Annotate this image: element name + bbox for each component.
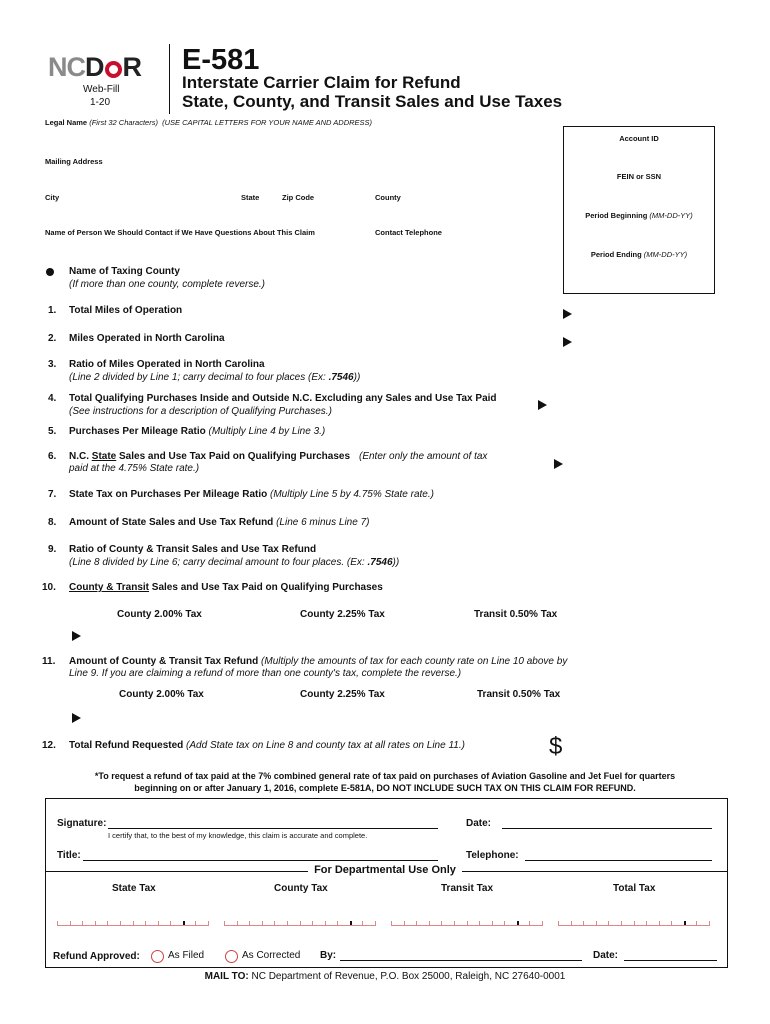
date2-input[interactable] bbox=[624, 960, 717, 961]
as-filed-radio[interactable] bbox=[151, 950, 164, 963]
comb-tick bbox=[621, 921, 622, 925]
title-label: Title: bbox=[57, 850, 81, 861]
comb-tick bbox=[529, 921, 530, 925]
line11-arrow-icon bbox=[72, 713, 81, 723]
dept-use-heading: For Departmental Use Only bbox=[0, 864, 770, 876]
comb-tick bbox=[107, 921, 108, 925]
ncdor-logo bbox=[48, 52, 141, 83]
line9-note bbox=[69, 557, 399, 568]
line2-number: 2. bbox=[48, 333, 57, 344]
contact-name-label: Name of Person We Should Contact if We Have Questions About This Claim bbox=[45, 228, 315, 237]
line11-note1: (Multiply the amounts of tax for each county rate on Line 10 above by bbox=[261, 656, 568, 667]
line4-number: 4. bbox=[48, 393, 57, 404]
county-tax-field[interactable] bbox=[224, 919, 376, 926]
legal-name-note: (First 32 Characters) bbox=[89, 118, 158, 127]
period-beginning-format: (MM-DD-YY) bbox=[649, 211, 693, 220]
date-input[interactable] bbox=[502, 828, 712, 829]
line6-arrow-icon bbox=[554, 459, 563, 469]
line3-note bbox=[69, 372, 360, 383]
comb-tick bbox=[671, 921, 672, 925]
signature-label: Signature: bbox=[57, 818, 107, 829]
comb-tick bbox=[274, 921, 275, 925]
line3-label: Ratio of Miles Operated in North Carolina bbox=[69, 359, 265, 370]
comb-tick bbox=[634, 921, 635, 925]
comb-tick bbox=[57, 921, 58, 925]
legal-name-label bbox=[45, 118, 372, 127]
comb-tick bbox=[404, 921, 405, 925]
line6-note2: paid at the 4.75% State rate.) bbox=[69, 463, 200, 474]
comb-tick bbox=[208, 921, 209, 925]
period-beginning-text: Period Beginning bbox=[585, 211, 648, 220]
by-input[interactable] bbox=[340, 960, 582, 961]
certify-statement: I certify that, to the best of my knowledge, this claim is accurate and complete. bbox=[108, 831, 368, 840]
line11-number: 11. bbox=[42, 656, 56, 667]
period-ending-format: (MM-DD-YY) bbox=[643, 250, 688, 259]
line3-note-example: .7546 bbox=[328, 372, 354, 383]
comb-tick bbox=[95, 921, 96, 925]
state-tax-field[interactable] bbox=[57, 919, 209, 926]
as-corrected-radio[interactable] bbox=[225, 950, 238, 963]
telephone-label: Telephone: bbox=[466, 850, 519, 861]
line11-col-county200: County 2.00% Tax bbox=[119, 689, 204, 700]
comb-tick bbox=[170, 921, 171, 925]
comb-tick bbox=[120, 921, 121, 925]
comb-tick bbox=[195, 921, 196, 925]
comb-tick bbox=[684, 921, 686, 925]
comb-tick bbox=[350, 921, 352, 925]
logo-nc-text: NC bbox=[48, 52, 85, 82]
comb-tick bbox=[262, 921, 263, 925]
taxing-county-note: (If more than one county, complete reverse.) bbox=[69, 279, 266, 290]
line11-col-transit: Transit 0.50% Tax bbox=[477, 689, 561, 700]
line4-note: (See instructions for a description of Qualifying Purchases.) bbox=[69, 406, 332, 417]
comb-tick bbox=[504, 921, 505, 925]
county-label: County bbox=[375, 193, 401, 202]
date-label: Date: bbox=[466, 818, 492, 829]
as-filed-label: As Filed bbox=[168, 950, 205, 961]
comb-tick bbox=[287, 921, 288, 925]
comb-tick bbox=[479, 921, 480, 925]
mail-to-address: NC Department of Revenue, P.O. Box 25000, Raleigh, NC 27640-0001 bbox=[251, 971, 566, 982]
comb-tick bbox=[145, 921, 146, 925]
comb-tick bbox=[183, 921, 185, 925]
line3-note-text: (Line 2 divided by Line 1; carry decimal to four places (Ex: bbox=[69, 372, 329, 383]
city-label: City bbox=[45, 193, 60, 202]
line7-number: 7. bbox=[48, 489, 57, 500]
title-input[interactable] bbox=[83, 860, 438, 861]
line3-note-close: )) bbox=[353, 372, 361, 383]
line8-text: Amount of State Sales and Use Tax Refund bbox=[69, 517, 274, 528]
comb-tick bbox=[492, 921, 493, 925]
id-box bbox=[563, 126, 715, 294]
line6-label bbox=[69, 451, 350, 462]
line9-note-text: (Line 8 divided by Line 6; carry decimal amount to four places. (Ex: bbox=[69, 557, 368, 568]
line4-arrow-icon bbox=[538, 400, 547, 410]
zip-label: Zip Code bbox=[282, 193, 315, 202]
line5-note: (Multiply Line 4 by Line 3.) bbox=[208, 426, 326, 437]
line9-label: Ratio of County & Transit Sales and Use Tax Refund bbox=[69, 544, 317, 555]
comb-tick bbox=[237, 921, 238, 925]
line7-label bbox=[69, 489, 434, 500]
line6-text-state: State bbox=[91, 451, 117, 462]
comb-tick bbox=[608, 921, 609, 925]
transit-tax-field[interactable] bbox=[391, 919, 543, 926]
logo-o-mark bbox=[105, 61, 122, 78]
comb-tick bbox=[542, 921, 543, 925]
signature-input[interactable] bbox=[108, 828, 438, 829]
line9-number: 9. bbox=[48, 544, 57, 555]
refund-approved-label: Refund Approved: bbox=[53, 951, 140, 962]
comb-tick bbox=[312, 921, 313, 925]
line10-arrow-icon bbox=[72, 631, 81, 641]
comb-tick bbox=[454, 921, 455, 925]
footnote-line1: *To request a refund of tax paid at the 7% combined general rate of tax paid on purchases of Aviation Gasoline and Jet Fuel for quarters bbox=[94, 771, 676, 781]
line6-number: 6. bbox=[48, 451, 57, 462]
line1-label: Total Miles of Operation bbox=[69, 305, 183, 316]
line12-note: (Add State tax on Line 8 and county tax at all rates on Line 11.) bbox=[186, 740, 465, 751]
dollar-sign: $ bbox=[549, 733, 563, 760]
comb-tick bbox=[133, 921, 134, 925]
contact-phone-label: Contact Telephone bbox=[375, 228, 442, 237]
form-title-line1: Interstate Carrier Claim for Refund bbox=[182, 73, 461, 92]
comb-tick bbox=[583, 921, 584, 925]
comb-tick bbox=[441, 921, 442, 925]
dept-county-tax: County Tax bbox=[274, 883, 328, 894]
comb-tick bbox=[646, 921, 647, 925]
webfill-label: Web-Fill bbox=[83, 84, 120, 95]
header-divider bbox=[169, 44, 170, 114]
legal-name-field[interactable] bbox=[45, 128, 545, 154]
comb-tick bbox=[362, 921, 363, 925]
comb-tick bbox=[659, 921, 660, 925]
line9-note-close: )) bbox=[392, 557, 400, 568]
line7-text: State Tax on Purchases Per Mileage Ratio bbox=[69, 489, 268, 500]
date2-label: Date: bbox=[593, 950, 619, 961]
mail-to bbox=[0, 971, 770, 982]
line10-col-county225: County 2.25% Tax bbox=[300, 609, 385, 620]
legal-name-text: Legal Name bbox=[45, 118, 88, 127]
period-ending-text: Period Ending bbox=[590, 250, 642, 259]
comb-tick bbox=[709, 921, 710, 925]
line11-col-county225: County 2.25% Tax bbox=[300, 689, 385, 700]
line5-text: Purchases Per Mileage Ratio bbox=[69, 426, 206, 437]
line8-number: 8. bbox=[48, 517, 57, 528]
line5-label bbox=[69, 426, 325, 437]
state-label: State bbox=[241, 193, 260, 202]
line11-text: Amount of County & Transit Tax Refund bbox=[69, 656, 259, 667]
dept-total-tax: Total Tax bbox=[613, 883, 656, 894]
comb-tick bbox=[416, 921, 417, 925]
line11-note2: Line 9. If you are claiming a refund of more than one county's tax, complete the reverse.) bbox=[69, 668, 462, 679]
line5-number: 5. bbox=[48, 426, 57, 437]
capitals-note: (USE CAPITAL LETTERS FOR YOUR NAME AND ADDRESS) bbox=[162, 118, 373, 127]
line2-arrow-icon bbox=[563, 337, 572, 347]
form-title-line2: State, County, and Transit Sales and Use Taxes bbox=[182, 92, 563, 111]
mail-to-label: MAIL TO: bbox=[204, 971, 249, 982]
comb-tick bbox=[375, 921, 376, 925]
line10-label bbox=[69, 582, 383, 593]
logo-d-text: D bbox=[85, 52, 104, 82]
line6-text-c: Sales and Use Tax Paid on Qualifying Purchases bbox=[116, 451, 351, 462]
comb-tick bbox=[70, 921, 71, 925]
telephone-input[interactable] bbox=[525, 860, 712, 861]
as-corrected-label: As Corrected bbox=[242, 950, 301, 961]
mailing-address-field[interactable] bbox=[45, 166, 545, 190]
comb-tick bbox=[558, 921, 559, 925]
line12-label bbox=[69, 740, 465, 751]
comb-tick bbox=[82, 921, 83, 925]
comb-tick bbox=[467, 921, 468, 925]
comb-tick bbox=[696, 921, 697, 925]
comb-tick bbox=[224, 921, 225, 925]
comb-tick bbox=[337, 921, 338, 925]
total-tax-field[interactable] bbox=[558, 919, 710, 926]
comb-tick bbox=[571, 921, 572, 925]
line11-label bbox=[69, 656, 567, 667]
logo-r-text: R bbox=[122, 52, 141, 82]
line10-text: Sales and Use Tax Paid on Qualifying Purchases bbox=[149, 582, 383, 593]
line1-number: 1. bbox=[48, 305, 57, 316]
comb-tick bbox=[391, 921, 392, 925]
line12-number: 12. bbox=[42, 740, 56, 751]
dept-transit-tax: Transit Tax bbox=[441, 883, 494, 894]
line10-col-transit: Transit 0.50% Tax bbox=[474, 609, 558, 620]
line8-label bbox=[69, 517, 369, 528]
mailing-address-label: Mailing Address bbox=[45, 157, 103, 166]
period-ending-label bbox=[564, 250, 714, 259]
form-version: 1-20 bbox=[90, 97, 111, 108]
line4-label: Total Qualifying Purchases Inside and Outside N.C. Excluding any Sales and Use Tax Paid bbox=[69, 393, 497, 404]
line1-arrow-icon bbox=[563, 309, 572, 319]
line10-text-underlined: County & Transit bbox=[69, 582, 150, 593]
comb-tick bbox=[158, 921, 159, 925]
period-beginning-label bbox=[564, 211, 714, 220]
line10-number: 10. bbox=[42, 582, 56, 593]
comb-tick bbox=[325, 921, 326, 925]
account-id-label: Account ID bbox=[619, 134, 659, 143]
line8-note: (Line 6 minus Line 7) bbox=[276, 517, 370, 528]
comb-tick bbox=[249, 921, 250, 925]
comb-tick bbox=[517, 921, 519, 925]
line6-note1: (Enter only the amount of tax bbox=[359, 451, 488, 462]
by-label: By: bbox=[320, 950, 337, 961]
line6-text-a: N.C. bbox=[69, 451, 92, 462]
footnote-line2: beginning on or after January 1, 2016, complete E-581A, DO NOT INCLUDE SUCH TAX ON THIS CLAIM FOR REFUND. bbox=[134, 783, 636, 793]
dept-state-tax: State Tax bbox=[112, 883, 156, 894]
line10-col-county200: County 2.00% Tax bbox=[117, 609, 202, 620]
line7-note: (Multiply Line 5 by 4.75% State rate.) bbox=[270, 489, 434, 500]
taxing-county-label: Name of Taxing County bbox=[69, 266, 180, 277]
form-number: E-581 bbox=[182, 44, 260, 76]
comb-tick bbox=[300, 921, 301, 925]
line9-note-example: .7546 bbox=[367, 557, 393, 568]
line2-label: Miles Operated in North Carolina bbox=[69, 333, 225, 344]
line3-number: 3. bbox=[48, 359, 57, 370]
line12-text: Total Refund Requested bbox=[69, 740, 184, 751]
bullet-dot bbox=[46, 268, 54, 276]
fein-label: FEIN or SSN bbox=[616, 172, 662, 181]
comb-tick bbox=[429, 921, 430, 925]
comb-tick bbox=[596, 921, 597, 925]
